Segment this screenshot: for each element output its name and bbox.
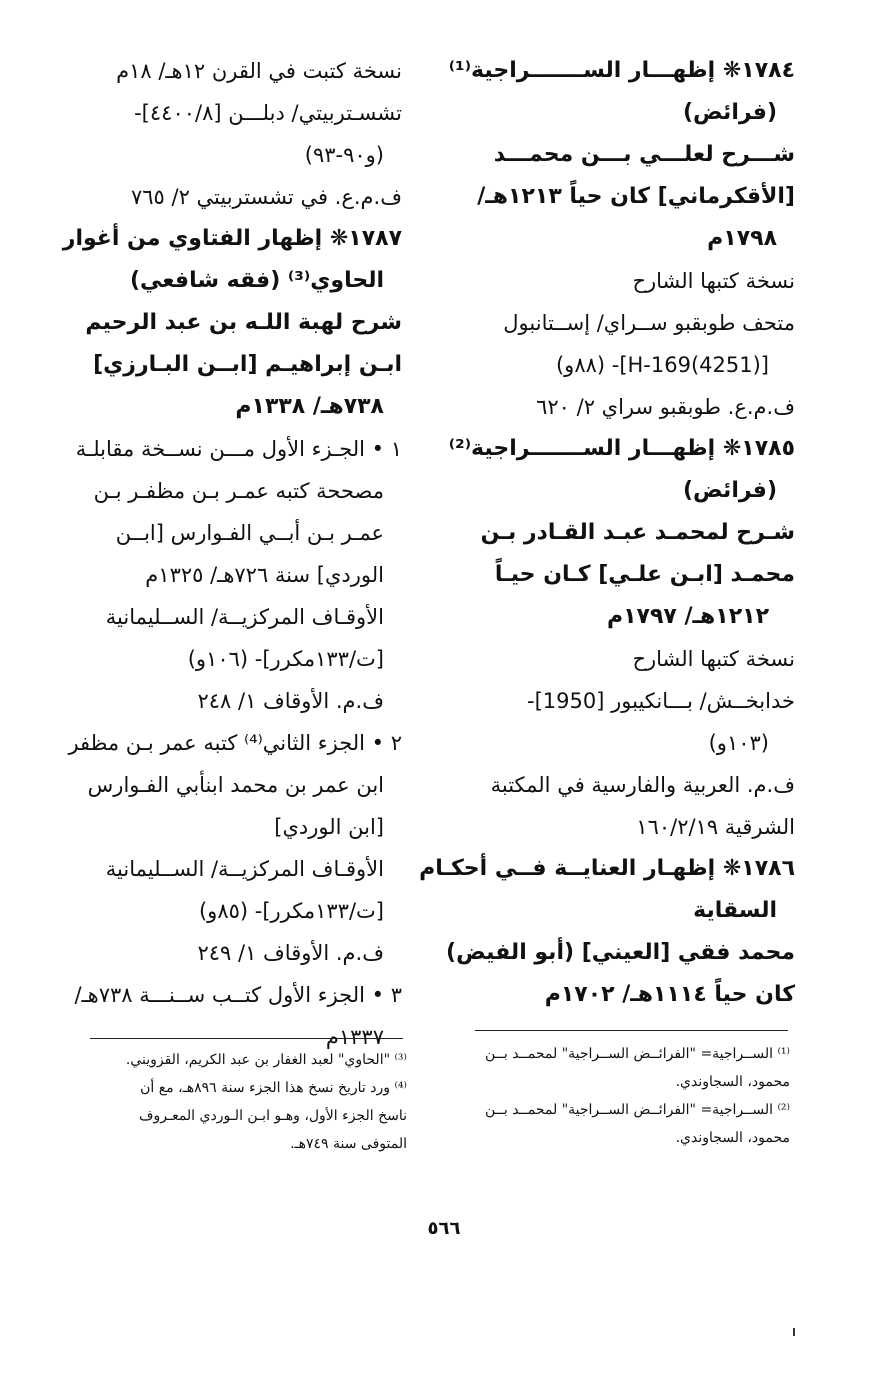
right-column-line: [H-169(4251)]- (٨٨و) xyxy=(555,353,769,377)
right-column-line: ١٧٨٥❋ إظهـــار الســـــــراجية⁽²⁾ xyxy=(448,436,795,461)
footnote-left-line: المتوفى سنة ٧٤٩هـ. xyxy=(290,1136,407,1152)
right-column-line: محمد فقي [العيني] (أبو الفيض) xyxy=(446,940,795,965)
footnote-left-line: ⁽³⁾ "الحاوي" لعبد الغفار بن عبد الكريم، القزويني. xyxy=(125,1052,407,1068)
right-column-line: الشرقية ١٦٠/٢/١٩ xyxy=(636,815,795,839)
footnote-right-line: ⁽²⁾ الســراجية= "الفرائــض الســراجية" لمحمــد بــن xyxy=(485,1102,790,1118)
left-column-line: ف.م. الأوقاف ١/ ٢٤٩ xyxy=(197,941,384,965)
footnotes-left xyxy=(72,1046,407,1158)
left-column-line: الوردي] سنة ٧٢٦هـ/ ١٣٢٥م xyxy=(145,563,384,587)
footnote-left-line: ⁽⁴⁾ ورد تاريخ نسخ هذا الجزء سنة ٨٩٦هـ، مع أن xyxy=(140,1080,407,1096)
right-column-line: شـــرح لعلـــي بـــن محمـــد xyxy=(493,142,795,167)
right-column-line: نسخة كتبها الشارح xyxy=(632,647,795,671)
left-column-line: الحاوي⁽³⁾ (فقه شافعي) xyxy=(129,268,384,293)
left-column-line: الأوقـاف المركزيــة/ الســليمانية xyxy=(105,605,384,629)
left-column-line: نسخة كتبت في القرن ١٢هـ/ ١٨م xyxy=(116,59,402,83)
left-column-line: عمـر بـن أبــي الفـوارس [ابــن xyxy=(115,521,384,545)
left-column-line: الأوقـاف المركزيــة/ الســليمانية xyxy=(105,857,384,881)
left-column-line: ١٣٣٧م xyxy=(325,1025,384,1049)
left-column-line: (و٩٠-٩٣) xyxy=(304,143,384,167)
right-column-line: شـرح لمحمـد عبـد القـادر بـن xyxy=(480,520,795,545)
footnote-divider-right xyxy=(475,1030,788,1031)
left-column-line: تشسـتربيتي/ دبلـــن [٤٤٠٠/٨]- xyxy=(134,101,402,125)
footnote-right-line: محمود، السجاوندي. xyxy=(675,1074,790,1090)
left-column-line: ٢ • الجزء الثاني⁽⁴⁾ كتبه عمر بـن مظفر xyxy=(68,731,402,755)
page-number: ٥٦٦ xyxy=(427,1218,461,1239)
right-column-line: (فرائض) xyxy=(682,478,777,503)
right-column-line: (١٠٣و) xyxy=(708,731,769,755)
left-column-line: ف.م. الأوقاف ١/ ٢٤٨ xyxy=(197,689,384,713)
right-column-line: السقاية xyxy=(693,898,777,923)
footnotes-right xyxy=(455,1040,790,1152)
right-column-line: خدابخــش/ بـــانكيبور [1950]- xyxy=(527,689,795,713)
left-column-line: ف.م.ع. في تشستربيتي ٢/ ٧٦٥ xyxy=(130,185,402,209)
footnote-divider-left xyxy=(90,1038,403,1039)
left-column-line: ابـن إبراهيـم [ابــن البـارزي] xyxy=(93,352,402,377)
left-column-line: ١٧٨٧❋ إظهار الفتاوي من أغوار xyxy=(62,226,402,251)
right-column-line: ١٧٩٨م xyxy=(707,226,777,251)
right-column xyxy=(419,50,795,1016)
footnote-right-line: محمود، السجاوندي. xyxy=(675,1130,790,1146)
left-column-line: ٧٣٨هـ/ ١٣٣٨م xyxy=(235,394,384,419)
right-column-line: متحف طوبقبو ســراي/ إســتانبول xyxy=(503,311,795,335)
right-column-line: كان حياً ١١١٤هـ/ ١٧٠٢م xyxy=(544,982,795,1007)
right-column-line: محمـد [ابـن علـي] كـان حيـاً xyxy=(494,562,795,587)
footnote-right-line: ⁽¹⁾ الســراجية= "الفرائــض الســراجية" لمحمــد بــن xyxy=(485,1046,790,1062)
left-column-line: ٣ • الجزء الأول كتــب ســنـــة ٧٣٨هـ/ xyxy=(74,983,402,1007)
left-column-line: [ت/١٣٣مكرر]- (٨٥و) xyxy=(198,899,384,923)
left-column-line: شرح لهبة اللـه بن عبد الرحيم xyxy=(85,310,402,335)
right-column-line: نسخة كتبها الشارح xyxy=(632,269,795,293)
right-column-line: ١٧٨٤❋ إظهـــار الســـــــراجية⁽¹⁾ xyxy=(448,58,795,83)
left-column-line: مصححة كتبه عمـر بـن مظفـر بـن xyxy=(93,479,384,503)
right-column-line: [الأقكرماني] كان حياً ١٢١٣هـ/ xyxy=(477,184,795,209)
right-column-line: ١٢١٢هـ/ ١٧٩٧م xyxy=(606,604,769,629)
right-column-line: ١٧٨٦❋ إظهـار العنايــة فــي أحكـام xyxy=(419,856,795,881)
right-column-line: ف.م. العربية والفارسية في المكتبة xyxy=(490,773,795,797)
scan-mark xyxy=(793,1328,795,1336)
left-column-line: ابن عمر بن محمد ابنأبي الفـوارس xyxy=(87,773,384,797)
footnote-left-line: ناسخ الجزء الأول، وهـو ابـن الـوردي المعـروف xyxy=(138,1108,407,1124)
right-column-line: ف.م.ع. طوبقبو سراي ٢/ ٦٢٠ xyxy=(536,395,795,419)
left-column xyxy=(62,50,402,1058)
left-column-line: [ت/١٣٣مكرر]- (١٠٦و) xyxy=(187,647,384,671)
right-column-line: (فرائض) xyxy=(682,100,777,125)
left-column-line: [ابن الوردي] xyxy=(274,815,384,839)
left-column-line: ١ • الجـزء الأول مـــن نســخة مقابلـة xyxy=(75,437,402,461)
